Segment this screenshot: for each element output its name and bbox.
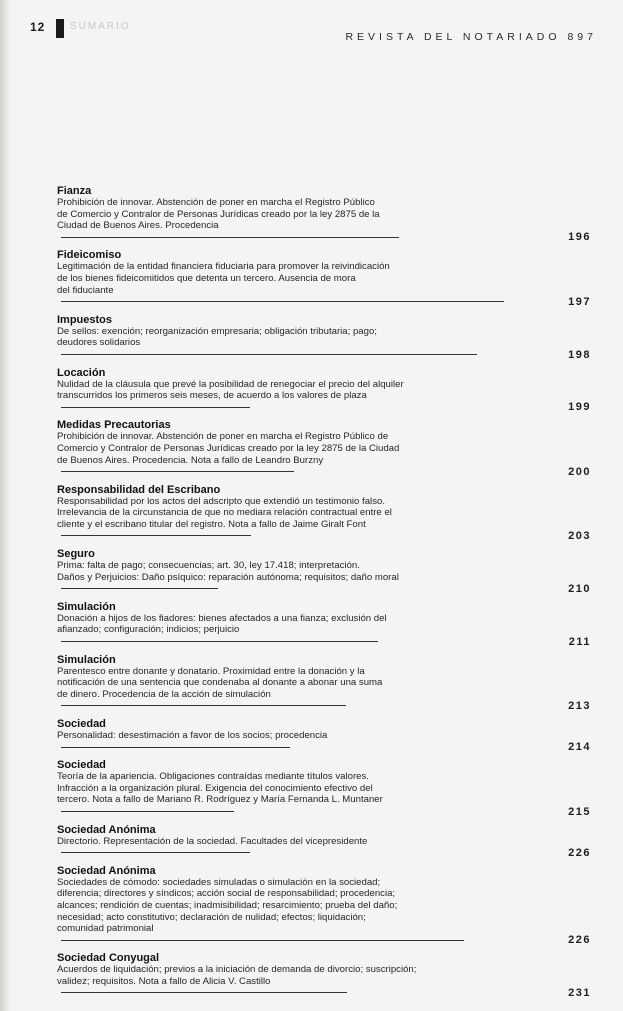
entry-page-number: 214	[568, 741, 591, 754]
entry-description-line	[57, 923, 487, 946]
entry-description-text: Donación a hijos de los fiadores: bienes afectados a una fianza; exclusión del	[57, 612, 387, 624]
entry-description-text: Nulidad de la cláusula que prevé la posibilidad de renegociar el precio del alquiler	[57, 378, 404, 390]
entry-description-text: transcurridos los primeros seis meses, de acuerdo a los valores de plaza	[57, 390, 367, 402]
entry-description	[57, 964, 487, 999]
index-entries	[57, 185, 591, 1005]
entry-title: Sociedad Anónima	[57, 823, 156, 836]
page-number-bar	[56, 19, 64, 38]
entry-description-text: de los bienes fideicomitidos que detenta un tercero. Ausencia de mora	[57, 272, 356, 284]
entry-description-line	[57, 455, 487, 478]
entry-title: Sociedad	[57, 718, 106, 730]
entry-description-line	[57, 666, 487, 678]
entry-description	[57, 261, 487, 307]
ghost-header-text: SUMARIO	[70, 21, 131, 32]
entry-page-number: 198	[568, 348, 591, 361]
entry-page-number: 215	[568, 805, 591, 818]
entry-title: Impuestos	[57, 313, 113, 326]
entry-description-line	[57, 326, 487, 338]
entry-description	[57, 613, 487, 648]
index-entry	[57, 314, 591, 361]
index-entry	[57, 654, 591, 712]
entry-description-line	[57, 560, 487, 572]
entry-page-number: 211	[568, 635, 591, 648]
entry-description-text: Daños y Perjuicios: Daño psíquico: reparación autónoma; requisitos; daño moral	[57, 571, 399, 583]
entry-description-text: Sociedades de cómodo: sociedades simuladas o simulación en la sociedad;	[57, 876, 381, 888]
entry-page-number: 196	[568, 231, 591, 244]
entry-page-number: 197	[568, 295, 591, 308]
entry-description-text: Legitimación de la entidad financiera fiduciaria para promover la reivindicación	[57, 261, 390, 273]
entry-description-line	[57, 877, 487, 889]
entry-description-text: Infracción a la organización plural. Exigencia del conocimiento efectivo del	[57, 782, 373, 794]
entry-title: Responsabilidad del Escribano	[57, 483, 221, 496]
entry-description-line	[57, 220, 487, 243]
entry-page-number: 210	[568, 582, 591, 595]
entry-description-text: Prima: falta de pago; consecuencias; art. 30, ley 17.418; interpretación.	[57, 560, 360, 572]
entry-page-number: 226	[568, 934, 591, 947]
entry-description-text: Directorio. Representación de la sociedad. Facultades del vicepresidente	[57, 835, 368, 847]
index-entry	[57, 865, 591, 947]
entry-title: Seguro	[57, 548, 95, 561]
entry-title: Sociedad	[57, 759, 106, 772]
entry-description-line	[57, 976, 487, 999]
leader-line	[61, 992, 347, 993]
entry-page-number: 203	[568, 530, 591, 543]
entry-description-text: validez; requisitos. Nota a fallo de Alicia V. Castillo	[57, 975, 271, 987]
entry-description-line	[57, 771, 487, 783]
entry-description-text: Teoría de la apariencia. Obligaciones contraídas mediante títulos valores.	[57, 771, 369, 783]
entry-page-number: 200	[568, 465, 591, 478]
entry-description-text: Acuerdos de liquidación; previos a la iniciación de demanda de divorcio; suscripción;	[57, 964, 417, 976]
entry-description-text: del fiduciante	[57, 284, 114, 296]
index-entry	[57, 824, 591, 859]
entry-description-text: necesidad; acto constitutivo; declaración de nulidad; efectos; liquidación;	[57, 911, 366, 923]
index-entry	[57, 952, 591, 999]
entry-description-line	[57, 273, 487, 285]
entry-description-line	[57, 261, 487, 273]
entry-description-text: Irrelevancia de la circunstancia de que no mediara relación contractual entre el	[57, 507, 392, 519]
entry-title: Medidas Precautorias	[57, 419, 171, 432]
entry-description-line	[57, 689, 487, 712]
entry-description-line	[57, 912, 487, 924]
journal-title: REVISTA DEL NOTARIADO 897	[345, 31, 597, 43]
page-number: 12	[30, 20, 46, 34]
entry-title: Simulación	[57, 600, 116, 613]
entry-description-text: notificación de una sentencia que condenaba al donante a abonar una suma	[57, 677, 383, 689]
index-entry	[57, 548, 591, 595]
entry-description-text: alcances; rendición de cuentas; inadmisibilidad; resarcimiento; prueba del daño;	[57, 899, 398, 911]
entry-description	[57, 877, 487, 947]
entry-title: Sociedad Anónima	[57, 864, 156, 877]
entry-description-text: Responsabilidad por los actos del adscripto que extendió un testimonio falso.	[57, 495, 385, 507]
entry-description	[57, 560, 487, 595]
entry-title: Fideicomiso	[57, 249, 122, 262]
entry-description-text: Prohibición de innovar. Abstención de poner en marcha el Registro Público	[57, 197, 375, 208]
entry-description	[57, 326, 487, 361]
index-entry	[57, 419, 591, 477]
leader-line	[61, 301, 504, 302]
entry-page-number: 213	[568, 700, 591, 712]
entry-description-text: deudores solidarios	[57, 337, 141, 349]
entry-description-line	[57, 443, 487, 455]
entry-description-text: De sellos: exención; reorganización empresaria; obligación tributaria; pago;	[57, 325, 377, 337]
leader-line	[61, 852, 250, 853]
entry-description	[57, 730, 487, 753]
leader-line	[61, 811, 234, 812]
entry-description-text: de Buenos Aires. Procedencia. Nota a fallo de Leandro Burzny	[57, 454, 324, 466]
entry-description-line	[57, 337, 487, 360]
leader-line	[61, 940, 464, 941]
index-entry	[57, 367, 591, 414]
entry-description	[57, 379, 487, 414]
entry-page-number: 226	[568, 846, 591, 859]
entry-description	[57, 666, 487, 712]
entry-title: Simulación	[57, 653, 116, 666]
entry-description-line	[57, 624, 487, 647]
entry-page-number: 199	[568, 401, 591, 414]
leader-line	[61, 588, 218, 589]
entry-page-number: 231	[568, 987, 591, 1000]
entry-description-line	[57, 285, 487, 308]
entry-description-line	[57, 900, 487, 912]
entry-description-line	[57, 379, 487, 391]
entry-description-line	[57, 836, 487, 859]
entry-description-line	[57, 519, 487, 542]
page-edge-shadow	[0, 0, 10, 1011]
entry-description-text: de Comercio y Contralor de Personas Jurídicas creado por la ley 2875 de la	[57, 208, 380, 220]
entry-description-text: Personalidad: desestimación a favor de los socios; procedencia	[57, 730, 328, 741]
entry-description-line	[57, 572, 487, 595]
entry-description-line	[57, 677, 487, 689]
entry-description-line	[57, 794, 487, 817]
entry-description-text: Parentesco entre donante y donatario. Proximidad entre la donación y la	[57, 665, 365, 677]
index-entry	[57, 718, 591, 753]
entry-description-text: tercero. Nota a fallo de Mariano R. Rodríguez y María Fernanda L. Muntaner	[57, 794, 383, 806]
entry-title: Sociedad Conyugal	[57, 952, 160, 965]
entry-description	[57, 836, 487, 859]
entry-description-line	[57, 209, 487, 221]
entry-description-text: de dinero. Procedencia de la acción de simulación	[57, 688, 271, 700]
index-entry	[57, 601, 591, 648]
index-entry	[57, 759, 591, 817]
entry-description-text: afianzado; configuración; indicios; perjuicio	[57, 624, 240, 636]
leader-line	[61, 705, 346, 706]
index-entry	[57, 185, 591, 243]
entry-description-line	[57, 496, 487, 508]
leader-line	[61, 535, 251, 536]
entry-description-text: cliente y el escribano titular del registro. Nota a fallo de Jaime Giralt Font	[57, 518, 366, 530]
entry-description-text: Ciudad de Buenos Aires. Procedencia	[57, 220, 219, 232]
entry-description	[57, 431, 487, 477]
entry-description-text: diferencia; directores y síndicos; acción social de responsabilidad; procedencia;	[57, 888, 396, 900]
entry-description-text: Comercio y Contralor de Personas Jurídicas creado por la ley 2875 de la Ciudad	[57, 442, 400, 454]
leader-line	[61, 471, 294, 472]
entry-description-line	[57, 783, 487, 795]
entry-description	[57, 197, 487, 243]
leader-line	[61, 237, 399, 238]
leader-line	[61, 747, 290, 748]
entry-description-line	[57, 888, 487, 900]
entry-description-line	[57, 613, 487, 625]
index-entry	[57, 484, 591, 542]
entry-description-line	[57, 197, 487, 209]
entry-description	[57, 771, 487, 817]
entry-description-line	[57, 431, 487, 443]
leader-line	[61, 407, 250, 408]
index-entry	[57, 249, 591, 307]
entry-description	[57, 496, 487, 542]
entry-description-line	[57, 390, 487, 413]
leader-line	[61, 641, 378, 642]
entry-title: Locación	[57, 366, 106, 379]
entry-description-line	[57, 730, 487, 753]
leader-line	[61, 354, 477, 355]
entry-description-text: Prohibición de innovar. Abstención de poner en marcha el Registro Público de	[57, 431, 389, 443]
entry-title: Fianza	[57, 185, 92, 197]
entry-description-line	[57, 964, 487, 976]
entry-description-line	[57, 507, 487, 519]
entry-description-text: comunidad patrimonial	[57, 923, 154, 935]
